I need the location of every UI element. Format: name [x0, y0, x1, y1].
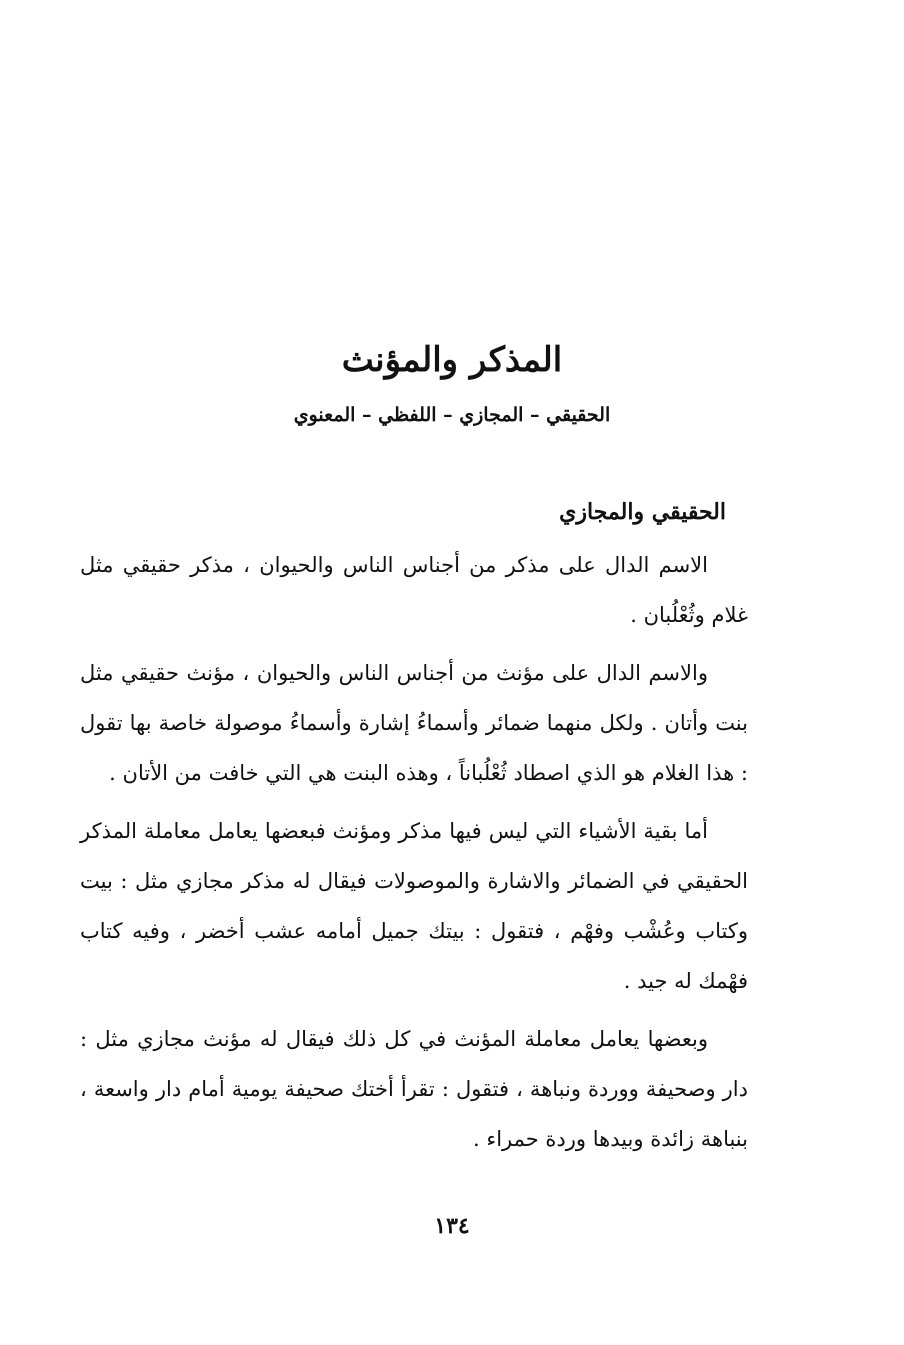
- paragraph-3: أما بقية الأشياء التي ليس فيها مذكر ومؤنث فبعضها يعامل معاملة المذكر الحقيقي في الضمائر والاشارة والموصولات فيقال له مذكر مجازي مثل : بيت وكتاب وعُشْب وفهْم ، فتقول : بيتك جميل أمامه عشب أخضر ، وفيه كتاب فهْمك له جيد .: [80, 819, 748, 993]
- page-number: ١٣٤: [434, 1213, 470, 1239]
- page-title: المذكر والمؤنث: [341, 340, 563, 380]
- page-subtitle: الحقيقي – المجازي – اللفظي – المعنوي: [293, 404, 611, 426]
- paragraph-4: وبعضها يعامل معاملة المؤنث في كل ذلك فيقال له مؤنث مجازي مثل : دار وصحيفة ووردة ونباهة ، فتقول : تقرأ أختك صحيفة يومية أمام دار واسعة ، بنباهة زائدة وبيدها وردة حمراء .: [80, 1027, 748, 1151]
- paragraph-2: والاسم الدال على مؤنث من أجناس الناس والحيوان ، مؤنث حقيقي مثل بنت وأتان . ولكل منهما ضمائر وأسماءُ إشارة وأسماءُ موصولة خاصة بها تقول : هذا الغلام هو الذي اصطاد ثُعْلُباناً ، وهذه البنت هي التي خافت من الأتان .: [80, 661, 748, 785]
- section-heading: الحقيقي والمجازي: [559, 499, 726, 525]
- body-text: [80, 540, 748, 1172]
- paragraph-1: الاسم الدال على مذكر من أجناس الناس والحيوان ، مذكر حقيقي مثل غلام وثُعْلُبان .: [80, 553, 748, 627]
